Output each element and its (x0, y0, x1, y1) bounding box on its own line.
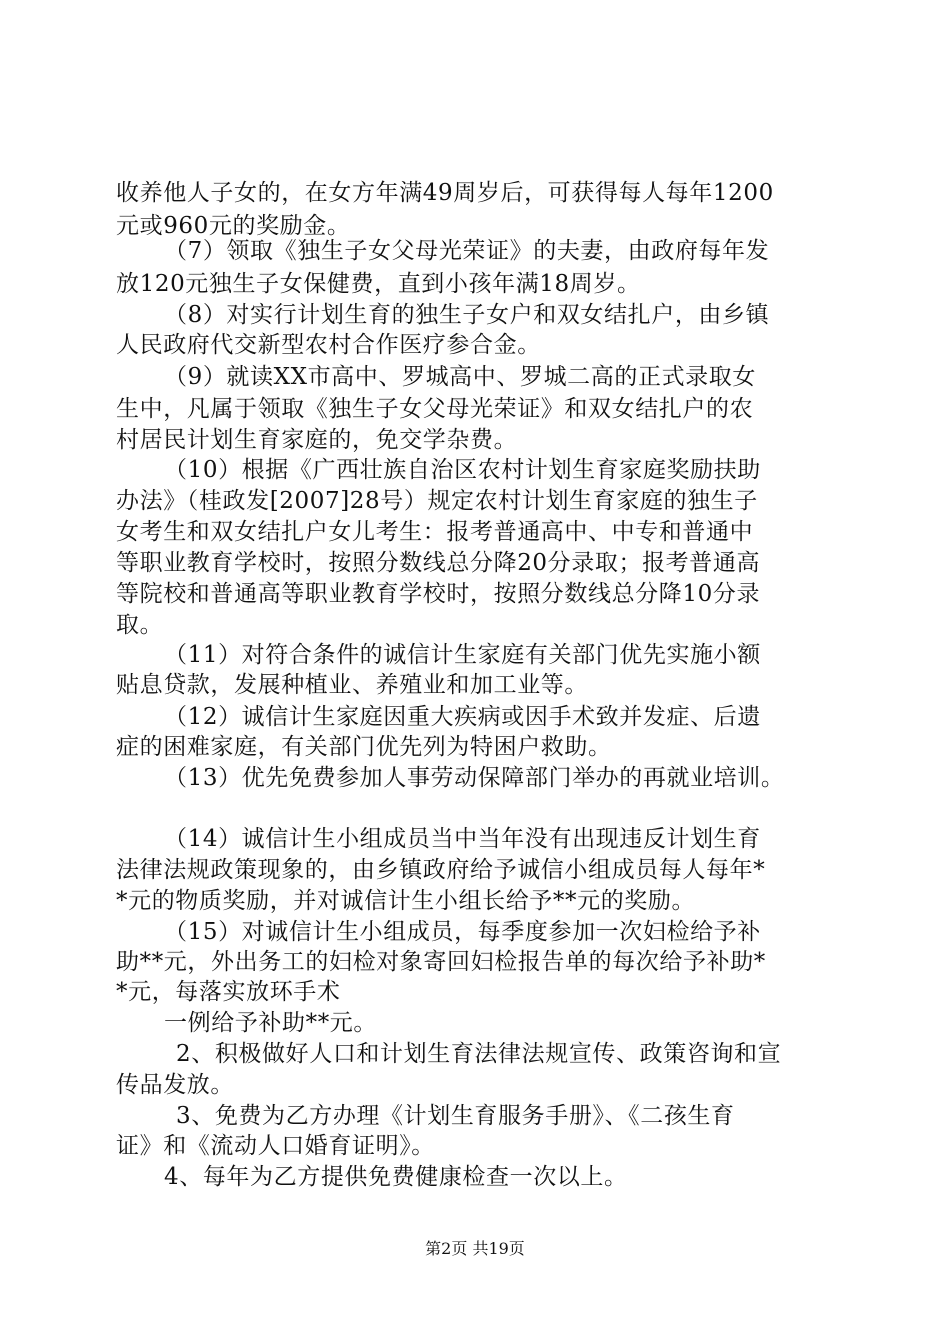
body-line: 4、每年为乙方提供免费健康检查一次以上。 (164, 1164, 628, 1190)
body-line: （7）领取《独生子女父母光荣证》的夫妻，由政府每年发 (164, 238, 770, 264)
body-line: *元的物质奖励，并对诚信计生小组长给予**元的奖励。 (116, 888, 696, 914)
body-line: 等职业教育学校时，按照分数线总分降20分录取；报考普通高 (116, 550, 761, 576)
body-line: 助**元，外出务工的妇检对象寄回妇检报告单的每次给予补助* (116, 949, 766, 975)
body-line: 2、积极做好人口和计划生育法律法规宣传、政策咨询和宣 (176, 1041, 782, 1067)
body-line: 等院校和普通高等职业教育学校时，按照分数线总分降10分录 (116, 581, 761, 607)
body-line: 女考生和双女结扎户女儿考生：报考普通高中、中专和普通中 (116, 519, 754, 545)
body-line: （14）诚信计生小组成员当中当年没有出现违反计划生育 (164, 826, 761, 852)
body-line: 收养他人子女的，在女方年满49周岁后，可获得每人每年1200 (116, 180, 774, 206)
body-line: （15）对诚信计生小组成员，每季度参加一次妇检给予补 (164, 919, 761, 945)
body-line: 人民政府代交新型农村合作医疗参合金。 (116, 332, 541, 358)
body-line: 症的困难家庭，有关部门优先列为特困户救助。 (116, 734, 612, 760)
body-line: 办法》（桂政发[2007]28号）规定农村计划生育家庭的独生子 (116, 488, 758, 514)
body-line: *元，每落实放环手术 (116, 979, 341, 1005)
body-line: 一例给予补助**元。 (164, 1010, 377, 1036)
body-line: （13）优先免费参加人事劳动保障部门举办的再就业培训。 (164, 765, 785, 791)
body-line: 传品发放。 (116, 1072, 234, 1098)
body-line: （8）对实行计划生育的独生子女户和双女结扎户，由乡镇 (164, 302, 770, 328)
body-line: （11）对符合条件的诚信计生家庭有关部门优先实施小额 (164, 642, 761, 668)
page-footer: 第2页 共19页 (425, 1239, 525, 1258)
body-line: 放120元独生子女保健费，直到小孩年满18周岁。 (116, 271, 641, 297)
body-line: （10）根据《广西壮族自治区农村计划生育家庭奖励扶助 (164, 457, 761, 483)
body-line: （9）就读XX市高中、罗城高中、罗城二高的正式录取女 (164, 364, 756, 390)
body-line: 生中，凡属于领取《独生子女父母光荣证》和双女结扎户的农 (116, 396, 754, 422)
body-line: 3、免费为乙方办理《计划生育服务手册》、《二孩生育 (176, 1103, 735, 1129)
body-line: 取。 (116, 612, 164, 638)
body-line: （12）诚信计生家庭因重大疾病或因手术致并发症、后遗 (164, 704, 761, 730)
body-line: 村居民计划生育家庭的，免交学杂费。 (116, 427, 518, 453)
body-line: 法律法规政策现象的，由乡镇政府给予诚信小组成员每人每年* (116, 857, 766, 883)
body-line: 证》和《流动人口婚育证明》。 (116, 1133, 435, 1159)
body-line: 贴息贷款，发展种植业、养殖业和加工业等。 (116, 672, 588, 698)
body-line: 元或960元的奖励金。 (116, 213, 351, 239)
